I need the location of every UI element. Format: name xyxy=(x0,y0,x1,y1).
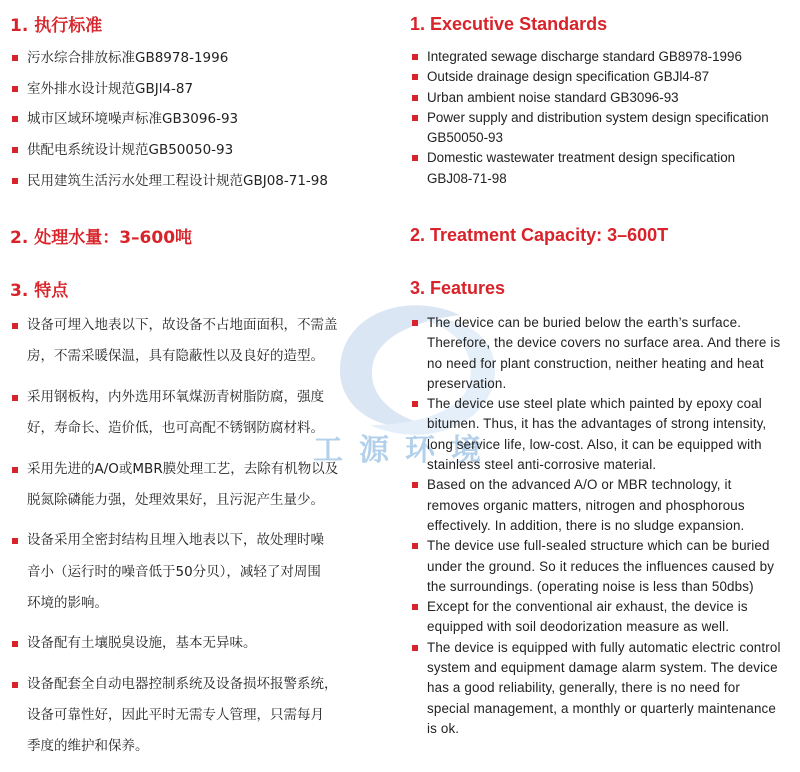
list-item: 设备配有土壤脱臭设施，基本无异味。 xyxy=(10,628,338,659)
list-item: 民用建筑生活污水处理工程设计规范GBJ08-71-98 xyxy=(10,170,328,192)
list-item: 设备可埋入地表以下，故设备不占地面面积，不需盖 房，不需采暖保温，具有隐蔽性以及良好的造型。 xyxy=(10,310,338,372)
list-item: Power supply and distribution system design specification GB50050-93 xyxy=(410,108,782,149)
list-item: 污水综合排放标准GB8978-1996 xyxy=(10,47,328,69)
bullet-icon xyxy=(12,55,18,61)
standards-list-en xyxy=(410,47,782,189)
bullet-icon xyxy=(12,682,18,688)
heading-capacity-en: 2. Treatment Capacity: 3–600T xyxy=(410,225,669,245)
heading-features-zh: 3. 特点 xyxy=(10,281,69,301)
list-item: 设备配套全自动电器控制系统及设备损坏报警系统， 设备可靠性好，因此平时无需专人管理，只需每月 季度的维护和保养。 xyxy=(10,669,338,763)
bullet-icon xyxy=(12,395,18,401)
bullet-icon xyxy=(412,95,418,101)
heading-standards-en: 1. Executive Standards xyxy=(410,14,608,34)
watermark-text: 工源环境 xyxy=(313,433,497,468)
bullet-icon xyxy=(12,86,18,92)
bullet-icon xyxy=(12,538,18,544)
list-item: 采用先进的A/O或MBR膜处理工艺，去除有机物以及 脱氮除磷能力强，处理效果好，且污泥产生量少。 xyxy=(10,454,338,516)
heading-capacity-zh: 2. 处理水量：3–600吨 xyxy=(10,228,193,248)
bullet-icon xyxy=(412,482,418,488)
list-item: The device can be buried below the earth’s surface. Therefore, the device covers no surface area. And there is no need for plant construction, neither heating and heat preservation. xyxy=(410,313,782,394)
features-list-zh xyxy=(10,310,338,772)
bullet-icon xyxy=(12,323,18,329)
list-item: 采用钢板构，内外选用环氧煤沥青树脂防腐，强度 好，寿命长、造价低，也可高配不锈钢防腐材料。 xyxy=(10,382,338,444)
features-list-en xyxy=(410,313,782,739)
heading-features-en: 3. Features xyxy=(410,278,506,298)
list-item: 室外排水设计规范GBJl4-87 xyxy=(10,78,328,100)
standards-list-zh xyxy=(10,47,328,200)
bullet-icon xyxy=(412,604,418,610)
bullet-icon xyxy=(412,543,418,549)
heading-standards-zh: 1. 执行标准 xyxy=(10,16,103,36)
bullet-icon xyxy=(12,178,18,184)
bullet-icon xyxy=(12,147,18,153)
list-item: Integrated sewage discharge standard GB8978-1996 xyxy=(410,47,782,67)
list-item: Domestic wastewater treatment design specification GBJ08-71-98 xyxy=(410,148,782,189)
bullet-icon xyxy=(12,467,18,473)
bullet-icon xyxy=(12,116,18,122)
bullet-icon xyxy=(412,74,418,80)
bullet-icon xyxy=(412,401,418,407)
list-item: The device use full-sealed structure which can be buried under the ground. So it reduces the influences caused by the surroundings. (operating noise is less than 50dbs) xyxy=(410,536,782,597)
list-item: Urban ambient noise standard GB3096-93 xyxy=(410,88,782,108)
bullet-icon xyxy=(412,155,418,161)
list-item: The device is equipped with fully automatic electric control system and equipment damage alarm system. The device has a good reliability, generally, there is no need for special management, a monthly or quarterly maintenance is ok. xyxy=(410,638,782,739)
list-item: Outside drainage design specification GBJl4-87 xyxy=(410,67,782,87)
list-item: The device use steel plate which painted by epoxy coal bitumen. Thus, it has the advantages of strong intensity, long service life, low-cost. Also, it can be equipped with stainless steel anti-corrosive material. xyxy=(410,394,782,475)
list-item: Except for the conventional air exhaust, the device is equipped with soil deodorization measure as well. xyxy=(410,597,782,638)
bullet-icon xyxy=(412,54,418,60)
bullet-icon xyxy=(412,115,418,121)
list-item: 供配电系统设计规范GB50050-93 xyxy=(10,139,328,161)
list-item: 城市区域环境噪声标准GB3096-93 xyxy=(10,108,328,130)
list-item: 设备采用全密封结构且埋入地表以下，故处理时噪 音小（运行时的噪音低于50分贝），减轻了对周围 环境的影响。 xyxy=(10,525,338,619)
bullet-icon xyxy=(412,320,418,326)
bullet-icon xyxy=(12,641,18,647)
list-item: Based on the advanced A/O or MBR technology, it removes organic matters, nitrogen and phosphorous effectively. In addition, there is no sludge expansion. xyxy=(410,475,782,536)
bullet-icon xyxy=(412,645,418,651)
